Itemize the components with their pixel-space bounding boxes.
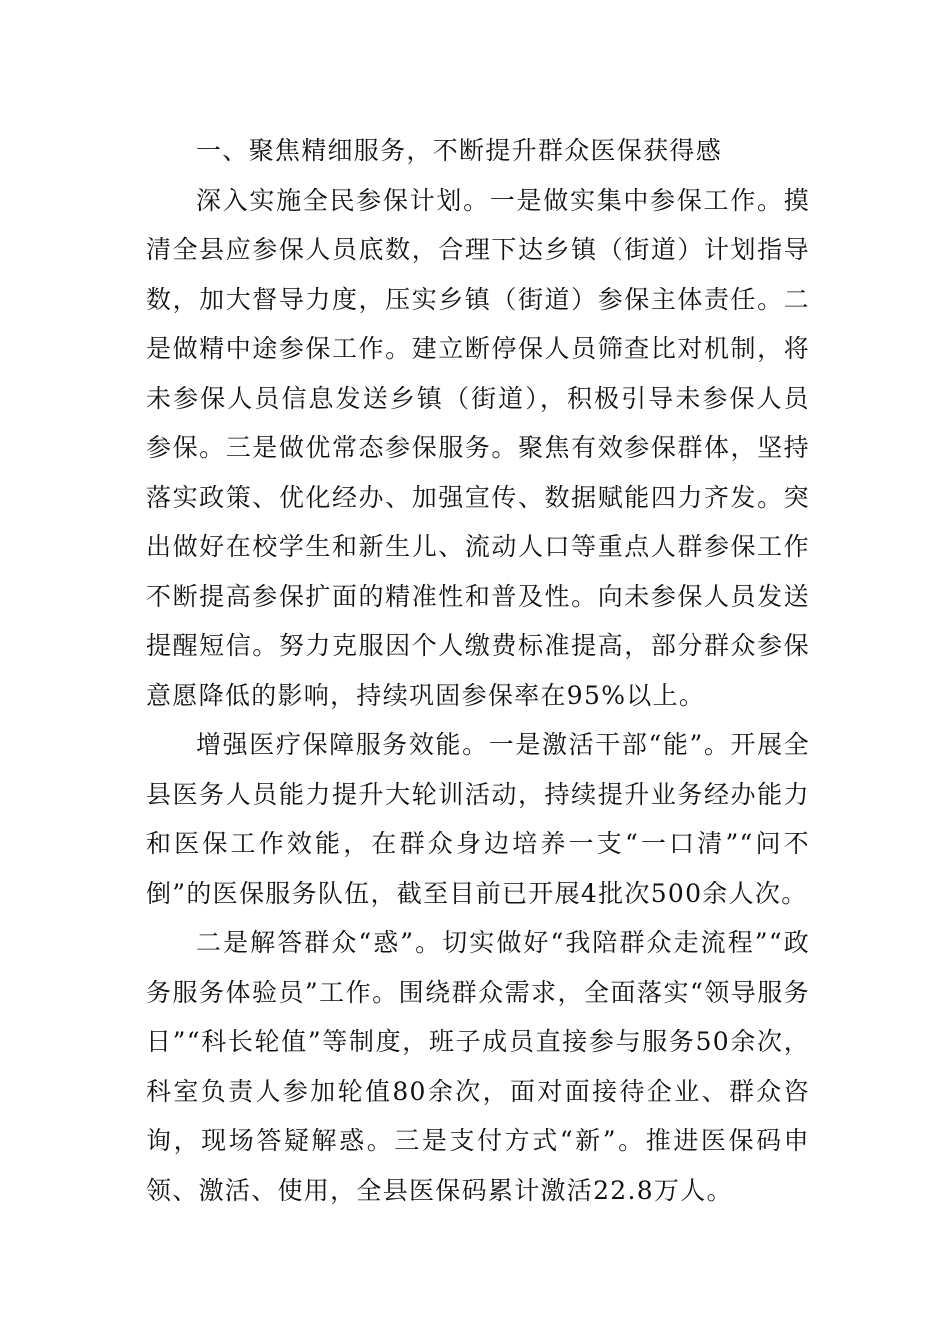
- section-heading: 一、聚焦精细服务，不断提升群众医保获得感: [196, 136, 723, 165]
- paragraph-public-queries: 二是解答群众“惑”。切实做好“我陪群众走流程”“政务服务体验员”工作。围绕群众需求，全面落实“领导服务日”“科长轮值”等制度，班子成员直接参与服务50余次，科室负责人参加轮值80余次，面对面接待企业、群众咨询，现场答疑解惑。三是支付方式“新”。推进医保码申领、激活、使用，全县医保码累计激活22.8万人。: [146, 928, 810, 1205]
- paragraph-service-efficiency: 增强医疗保障服务效能。一是激活干部“能”。开展全县医务人员能力提升大轮训活动，持续提升业务经办能力和医保工作效能，在群众身边培养一支“一口清”“问不倒”的医保服务队伍，截至目前已开展4批次500余人次。: [146, 730, 810, 908]
- paragraph-insurance-plan: 深入实施全民参保计划。一是做实集中参保工作。摸清全县应参保人员底数，合理下达乡镇（街道）计划指导数，加大督导力度，压实乡镇（街道）参保主体责任。二是做精中途参保工作。建立断停保人员筛查比对机制，将未参保人员信息发送乡镇（街道），积极引导未参保人员参保。三是做优常态参保服务。聚焦有效参保群体，坚持落实政策、优化经办、加强宣传、数据赋能四力齐发。突出做好在校学生和新生儿、流动人口等重点人群参保工作不断提高参保扩面的精准性和普及性。向未参保人员发送提醒短信。努力克服因个人缴费标准提高，部分群众参保意愿降低的影响，持续巩固参保率在95%以上。: [146, 185, 810, 710]
- document-body: [146, 126, 810, 1215]
